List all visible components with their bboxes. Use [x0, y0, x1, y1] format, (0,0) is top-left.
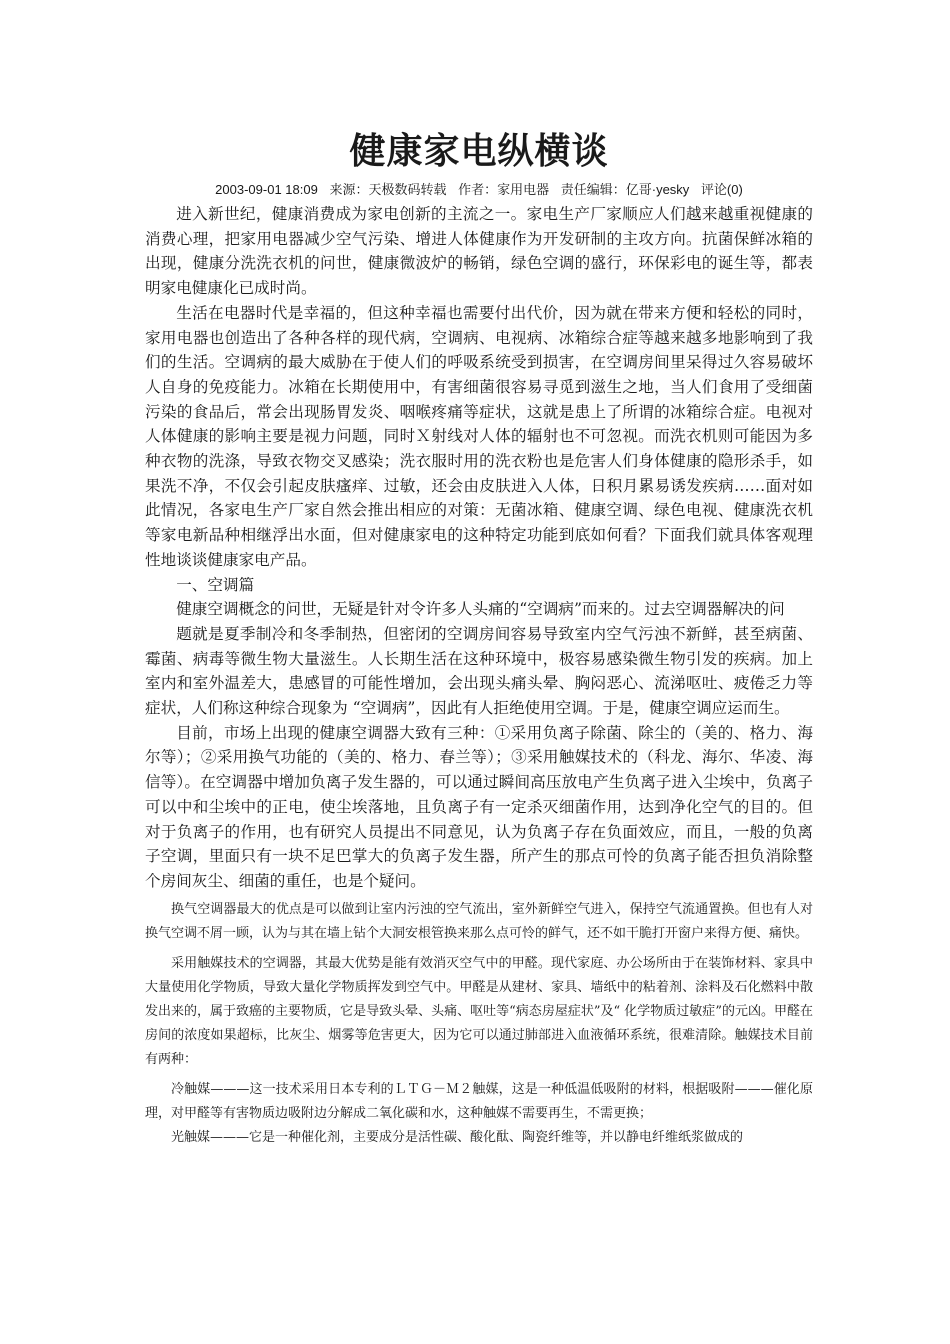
paragraph: 生活在电器时代是幸福的，但这种幸福也需要付出代价，因为就在带来方便和轻松的同时，家用电器也创造出了各种各样的现代病，空调病、电视病、冰箱综合症等越来越多地影响到了我们的生活。空调病的最大威胁在于使人们的呼吸系统受到损害，在空调房间里呆得过久容易破坏人自身的免疫能力。冰箱在长期使用中，有害细菌很容易寻觅到滋生之地，当人们食用了受细菌污染的食品后，常会出现肠胃发炎、咽喉疼痛等症状，这就是患上了所谓的冰箱综合症。电视对人体健康的影响主要是视力问题，同时Ｘ射线对人体的辐射也不可忽视。而洗衣机则可能因为多种衣物的洗涤，导致衣物交叉感染；洗衣服时用的洗衣粉也是危害人们身体健康的隐形杀手，如果洗不净，不仅会引起皮肤瘙痒、过敏，还会由皮肤进入人体，日积月累易诱发疾病……面对如此情况，各家电生产厂家自然会推出相应的对策：无菌冰箱、健康空调、绿色电视、健康洗衣机等家电新品种相继浮出水面，但对健康家电的这种特定功能到底如何看？下面我们就具体客观理性地谈谈健康家电产品。 — [145, 303, 813, 569]
paragraph: 健康空调概念的问世，无疑是针对令许多人头痛的“空调病”而来的。过去空调器解决的问 — [176, 600, 785, 619]
article — [145, 118, 813, 1150]
article-body-small — [145, 898, 813, 1150]
paragraph: 换气空调器最大的优点是可以做到让室内污浊的空气流出，室外新鲜空气进入，保持空气流通置换。但也有人对换气空调不屑一顾，认为与其在墙上钻个大洞安根管换来那么点可怜的鲜气，还不如干脆打开窗户来得方便、痛快。 — [145, 901, 813, 941]
author: 作者：家用电器 — [458, 182, 550, 197]
article-title: 健康家电纵横谈 — [349, 130, 609, 172]
paragraph: 冷触媒———这一技术采用日本专利的ＬＴＧ－Ｍ２触媒，这是一种低温低吸附的材料，根据吸附———催化原理，对甲醛等有害物质边吸附边分解成二氧化碳和水，这种触媒不需要再生，不需更换； — [145, 1081, 813, 1121]
section-heading: 一、空调篇 — [176, 575, 255, 594]
editor: 责任编辑：亿哥·yesky — [560, 182, 690, 197]
paragraph: 题就是夏季制冷和冬季制热，但密闭的空调房间容易导致室内空气污浊不新鲜，甚至病菌、霉菌、病毒等微生物大量滋生。人长期生活在这种环境中，极容易感染微生物引发的疾病。加上室内和室外温差大，患感冒的可能性增加，会出现头痛头晕、胸闷恶心、流涕呕吐、疲倦乏力等症状，人们称这种综合现象为 “空调病”，因此有人拒绝使用空调。于是，健康空调应运而生。 — [145, 624, 813, 718]
article-meta — [145, 180, 813, 200]
source: 来源：天极数码转载 — [329, 182, 447, 197]
comments-link[interactable]: 评论(0) — [700, 182, 743, 197]
paragraph: 进入新世纪，健康消费成为家电创新的主流之一。家电生产厂家顺应人们越来越重视健康的消费心理，把家用电器减少空气污染、增进人体健康作为开发研制的主攻方向。抗菌保鲜冰箱的出现，健康分洗洗衣机的问世，健康微波炉的畅销，绿色空调的盛行，环保彩电的诞生等，都表明家电健康化已成时尚。 — [145, 205, 813, 298]
article-body-large — [145, 202, 813, 894]
paragraph: 光触媒———它是一种催化剂，主要成分是活性碳、酸化酞、陶瓷纤维等，并以静电纤维纸浆做成的 — [171, 1129, 744, 1145]
paragraph: 采用触媒技术的空调器，其最大优势是能有效消灭空气中的甲醛。现代家庭、办公场所由于在装饰材料、家具中大量使用化学物质，导致大量化学物质挥发到空气中。甲醛是从建材、家具、墙纸中的粘着剂、涂料及石化燃料中散发出来的，属于致癌的主要物质，它是导致头晕、头痛、呕吐等“病态房屋症状”及“ 化学物质过敏症”的元凶。甲醛在房间的浓度如果超标，比灰尘、烟雾等危害更大，因为它可以通过肺部进入血液循环系统，很难清除。触媒技术目前有两种： — [145, 955, 813, 1067]
publish-datetime: 2003-09-01 18:09 — [215, 182, 318, 197]
paragraph: 目前，市场上出现的健康空调器大致有三种：①采用负离子除菌、除尘的（美的、格力、海尔等）；②采用换气功能的（美的、格力、春兰等）；③采用触媒技术的（科龙、海尔、华凌、海信等）。在空调器中增加负离子发生器的，可以通过瞬间高压放电产生负离子进入尘埃中，负离子可以中和尘埃中的正电，使尘埃落地，且负离子有一定杀灭细菌作用，达到净化空气的目的。但对于负离子的作用，也有研究人员提出不同意见，认为负离子存在负面效应，而且，一般的负离子空调，里面只有一块不足巴掌大的负离子发生器，所产生的那点可怜的负离子能否担负消除整个房间灰尘、细菌的重任，也是个疑问。 — [145, 723, 813, 890]
